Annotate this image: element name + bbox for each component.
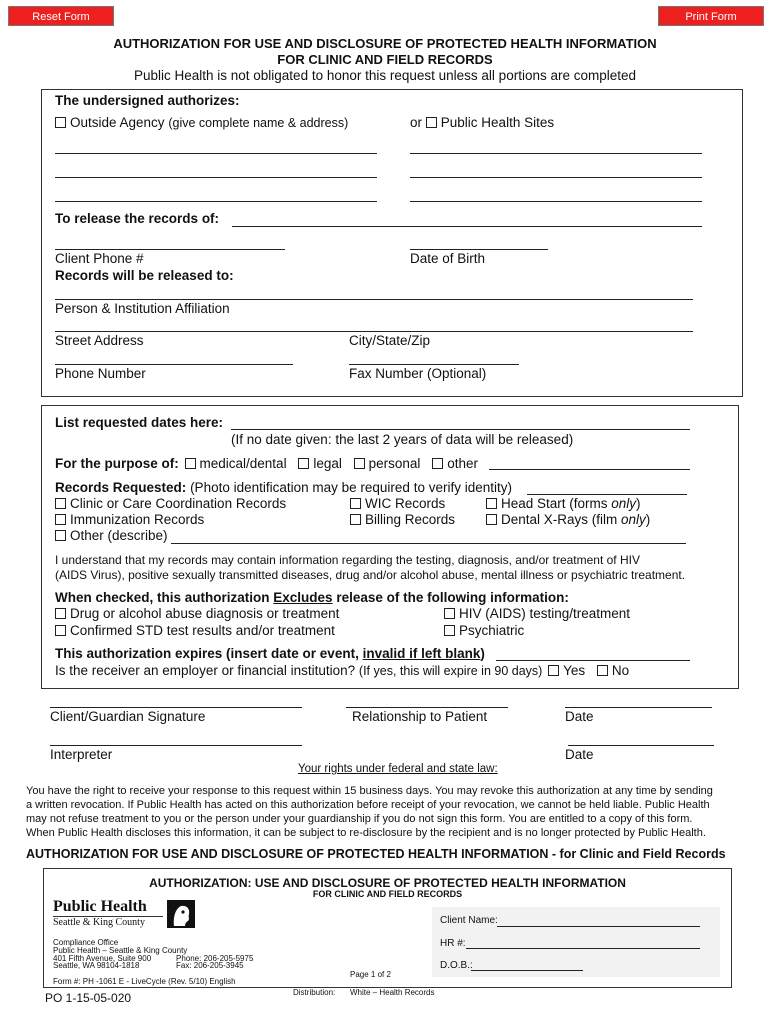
date2-line[interactable] (568, 745, 714, 746)
head-start-only: only (611, 496, 637, 511)
exc-psych-option (444, 623, 524, 638)
logo-name: Public Health (53, 898, 147, 915)
expires-invalid: invalid if left blank (362, 646, 481, 661)
rec-wic-option (350, 496, 445, 511)
clinic-records-label: Clinic or Care Coordination Records (70, 496, 287, 511)
po-number: PO 1-15-05-020 (45, 991, 132, 1005)
psychiatric-label: Psychiatric (459, 623, 525, 638)
wic-records-checkbox[interactable] (350, 498, 361, 509)
logo-face-icon (167, 900, 195, 928)
phone-number-line[interactable] (55, 364, 293, 365)
expires-post: ) (480, 646, 485, 661)
rec-other-option (55, 528, 168, 543)
rec-headstart-option (486, 496, 641, 511)
form-title: AUTHORIZATION FOR USE AND DISCLOSURE OF PROTECTED HEALTH INFORMATION (113, 36, 657, 51)
rec-immunization-option (55, 512, 204, 527)
exc-hiv-option (444, 606, 630, 621)
std-checkbox[interactable] (55, 625, 66, 636)
expires-pre: This authorization expires (insert date or event, (55, 646, 363, 661)
release-section (41, 89, 743, 397)
footer-title: AUTHORIZATION FOR USE AND DISCLOSURE OF PROTECTED HEALTH INFORMATION - for Clinic and Field Records (26, 847, 726, 861)
clinic-records-checkbox[interactable] (55, 498, 66, 509)
excludes-heading (55, 590, 569, 605)
dates-line[interactable] (231, 429, 690, 430)
interpreter-line[interactable] (50, 745, 302, 746)
purpose-label: For the purpose of: (55, 456, 179, 471)
date1-label: Date (565, 709, 594, 724)
medical-dental-label: medical/dental (199, 456, 287, 471)
receiver-row (55, 663, 629, 678)
reset-form-button[interactable]: Reset Form (8, 6, 114, 26)
other-purpose-checkbox[interactable] (432, 458, 443, 469)
dental-xray-only: only (621, 512, 646, 527)
records-requested-note: (Photo identification may be required to verify identity) (190, 480, 512, 495)
records-requested-label: Records Requested: (55, 480, 187, 495)
client-signature-label: Client/Guardian Signature (50, 709, 206, 724)
outside-agency-label: Outside Agency (70, 115, 165, 130)
dates-note: (If no date given: the last 2 years of data will be released) (231, 432, 574, 447)
outside-agency-option (55, 115, 348, 130)
org-label: Public Health – Seattle & King County (53, 946, 188, 955)
or-label: or (410, 115, 423, 130)
immunization-label: Immunization Records (70, 512, 205, 527)
form-number: Form #: PH -1061 E - LiveCycle (Rev. 5/10) English (53, 977, 236, 986)
hiv-label: HIV (AIDS) testing/treatment (459, 606, 631, 621)
form-title-line2: FOR CLINIC AND FIELD RECORDS (277, 52, 493, 67)
address-line[interactable] (55, 331, 693, 332)
records-released-to-label: Records will be released to: (55, 268, 234, 283)
distribution-value: White – Health Records (350, 988, 435, 997)
other-records-label: Other (describe) (70, 528, 168, 543)
drug-alcohol-checkbox[interactable] (55, 608, 66, 619)
expires-label (55, 646, 485, 661)
head-start-close: ) (636, 496, 641, 511)
client-phone-label: Client Phone # (55, 251, 144, 266)
stub-title: AUTHORIZATION: USE AND DISCLOSURE OF PROTECTED HEALTH INFORMATION (149, 876, 626, 890)
rec-clinic-option (55, 496, 286, 511)
purpose-row (55, 456, 478, 471)
person-affiliation-line[interactable] (55, 299, 693, 300)
rights-line-2: a written revocation. If Public Health has acted on this authorization before receipt of your revocation, we cannot be held liable. Public Health (26, 799, 710, 811)
understand-line-1: I understand that my records may contain information regarding the testing, diagnosis, and/or treatment of HIV (55, 553, 640, 567)
no-label: No (611, 663, 630, 678)
rights-line-4: When Public Health discloses this information, it can be subject to re-disclosure by the recipient and is no longer protected by Public Health. (26, 827, 706, 839)
dental-xray-label: Dental X-Rays (film (501, 512, 622, 527)
client-signature-line[interactable] (50, 707, 302, 708)
city-state-zip-label: City/State/Zip (349, 333, 431, 348)
receiver-note: (If yes, this will expire in 90 days) (358, 664, 543, 678)
excludes-word: Excludes (273, 590, 333, 605)
immunization-checkbox[interactable] (55, 514, 66, 525)
other-purpose-label: other (447, 456, 478, 471)
rights-line-1: You have the right to receive your response to this request within 15 business days. You may revoke this authorization at any time by sending (26, 785, 713, 797)
legal-checkbox[interactable] (298, 458, 309, 469)
receiver-question: Is the receiver an employer or financial institution? (55, 663, 356, 678)
dob-label: Date of Birth (410, 251, 486, 266)
stub-phone: Phone: 206-205-5975 (176, 954, 254, 963)
wic-records-label: WIC Records (365, 496, 446, 511)
expires-line[interactable] (496, 660, 690, 661)
other-records-checkbox[interactable] (55, 530, 66, 541)
stub-dob-label: D.O.B.: (440, 960, 473, 971)
head-start-checkbox[interactable] (486, 498, 497, 509)
fax-number-line[interactable] (349, 364, 519, 365)
outside-agency-note: (give complete name & address) (168, 116, 349, 130)
agency-line-3[interactable] (55, 201, 377, 202)
relationship-label: Relationship to Patient (352, 709, 488, 724)
other-purpose-line[interactable] (489, 469, 690, 470)
print-form-button[interactable]: Print Form (658, 6, 764, 26)
agency-line-1[interactable] (55, 153, 377, 154)
understand-line-2: (AIDS Virus), positive sexually transmitted diseases, drug and/or alcohol abuse, mental illness or psychiatric treatment. (55, 568, 686, 582)
legal-label: legal (313, 456, 342, 471)
exc-drug-option (55, 606, 339, 621)
public-health-logo (53, 898, 163, 928)
billing-records-checkbox[interactable] (350, 514, 361, 525)
billing-records-label: Billing Records (365, 512, 456, 527)
records-requested-row (55, 480, 512, 495)
phone-number-label: Phone Number (55, 366, 146, 381)
excludes-pre: When checked, this authorization (55, 590, 274, 605)
page-number: Page 1 of 2 (350, 970, 391, 979)
list-dates-label: List requested dates here: (55, 415, 224, 430)
exc-std-option (55, 623, 335, 638)
form-subtitle: Public Health is not obligated to honor this request unless all portions are completed (133, 68, 637, 83)
site-line-3[interactable] (410, 201, 702, 202)
stub-fax: Fax: 206-205-3945 (176, 961, 244, 970)
release-records-label: To release the records of: (55, 211, 220, 226)
relationship-line[interactable] (346, 707, 508, 708)
public-health-sites-checkbox[interactable] (426, 117, 437, 128)
dental-xray-close: ) (645, 512, 651, 527)
head-start-label: Head Start (forms (501, 496, 612, 511)
person-affiliation-label: Person & Institution Affiliation (55, 301, 230, 316)
rights-heading: Your rights under federal and state law: (298, 763, 498, 775)
other-records-line[interactable] (171, 543, 686, 544)
undersigned-label: The undersigned authorizes: (55, 93, 240, 108)
date1-line[interactable] (565, 707, 712, 708)
outside-agency-checkbox[interactable] (55, 117, 66, 128)
distribution-label: Distribution: (293, 988, 336, 997)
rec-xray-option (486, 512, 650, 527)
interpreter-label: Interpreter (50, 747, 113, 762)
medical-dental-checkbox[interactable] (185, 458, 196, 469)
stub-subtitle: FOR CLINIC AND FIELD RECORDS (312, 889, 463, 899)
fax-number-label: Fax Number (Optional) (349, 366, 487, 381)
client-name-line[interactable] (232, 226, 702, 227)
public-health-sites-option (410, 115, 554, 130)
yes-label: Yes (563, 663, 586, 678)
stub-hr-line[interactable] (466, 948, 700, 949)
compliance-label: Compliance Office (53, 938, 119, 947)
address-line-2: Seattle, WA 98104-1818 (53, 961, 140, 970)
records-requested-line[interactable] (527, 494, 687, 495)
dental-xray-checkbox[interactable] (486, 514, 497, 525)
personal-checkbox[interactable] (354, 458, 365, 469)
client-phone-line[interactable] (55, 249, 285, 250)
psychiatric-checkbox[interactable] (444, 625, 455, 636)
hiv-checkbox[interactable] (444, 608, 455, 619)
date2-label: Date (565, 747, 594, 762)
rights-line-3: may not refuse treatment to you or the person under your guardianship if you do not sign this form. You are entitled to a copy of this form. (26, 813, 693, 825)
street-address-label: Street Address (55, 333, 144, 348)
dob-line[interactable] (410, 249, 548, 250)
stub-client-name-label: Client Name: (440, 915, 498, 926)
no-checkbox[interactable] (597, 665, 608, 676)
stub-dob-line[interactable] (471, 970, 583, 971)
excludes-post: release of the following information: (332, 590, 569, 605)
address-line-1: 401 Fifth Avenue, Suite 900 (53, 954, 152, 963)
stub-client-name-line[interactable] (497, 926, 700, 927)
logo-sub: Seattle & King County (53, 916, 163, 928)
agency-line-2[interactable] (55, 177, 377, 178)
site-line-1[interactable] (410, 153, 702, 154)
personal-label: personal (368, 456, 421, 471)
drug-alcohol-label: Drug or alcohol abuse diagnosis or treatment (70, 606, 340, 621)
std-label: Confirmed STD test results and/or treatment (70, 623, 335, 638)
site-line-2[interactable] (410, 177, 702, 178)
public-health-sites-label: Public Health Sites (440, 115, 555, 130)
yes-checkbox[interactable] (548, 665, 559, 676)
stub-hr-label: HR #: (440, 938, 466, 949)
rec-billing-option (350, 512, 455, 527)
